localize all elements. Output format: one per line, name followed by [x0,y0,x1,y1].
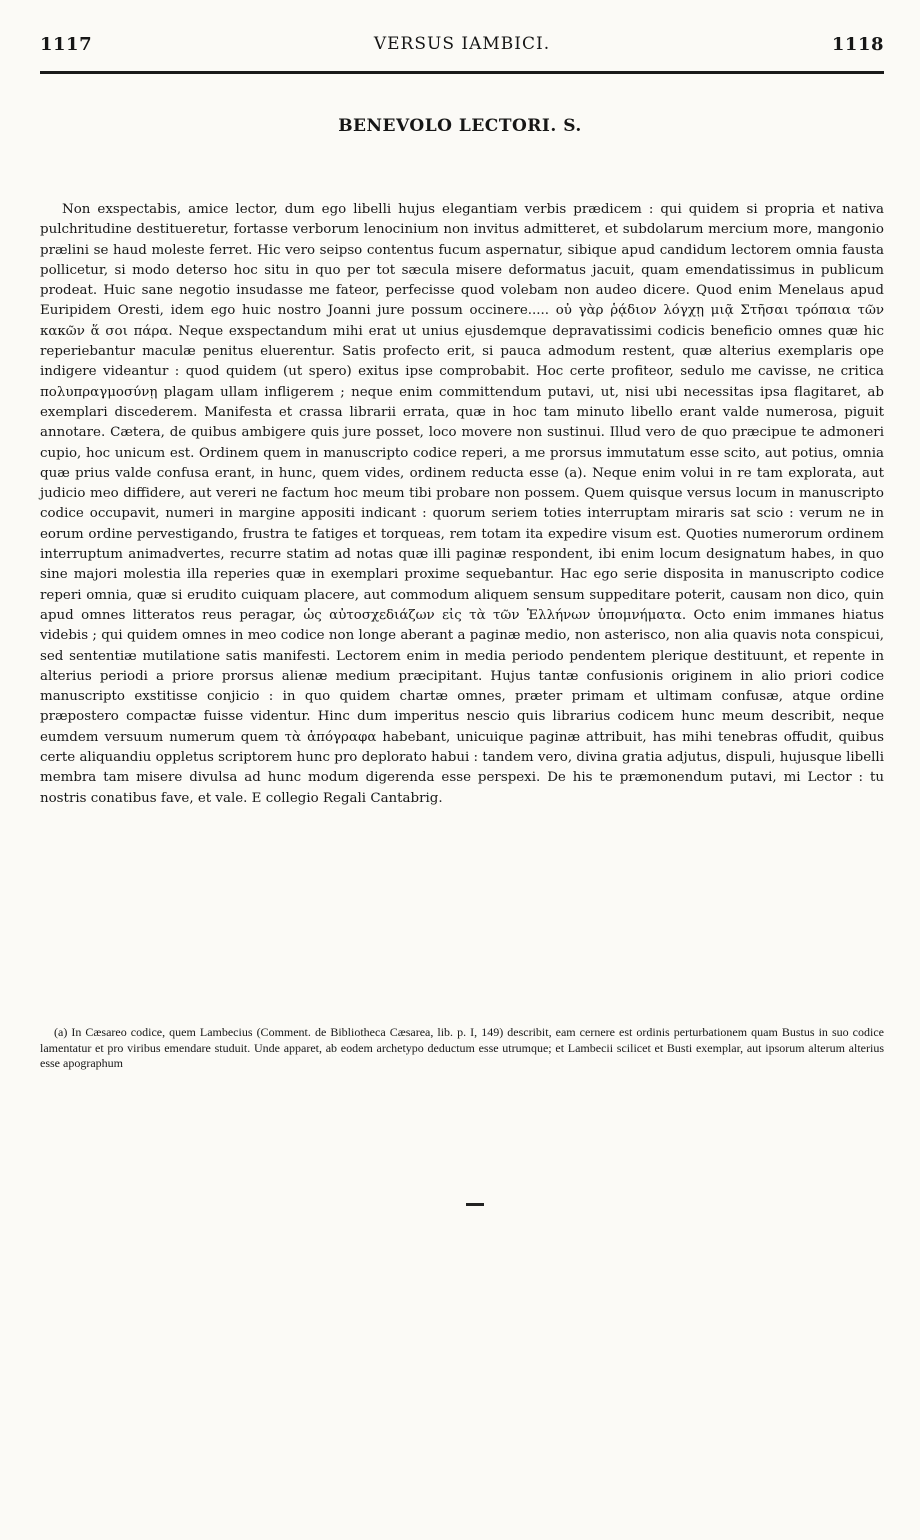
right-column-number: 1118 [831,34,884,55]
running-header [40,34,884,58]
end-rule [466,1203,484,1206]
preface-body [40,200,884,809]
preface-paragraph: Non exspectabis, amice lector, dum ego libelli hujus elegantiam verbis prædicem : qui quidem si propria et nativa pulchritudine destitueretur, fortasse verborum lenocinium non invitus admitteret, et subdolarum mercium more, mangonio prælini se haud moleste ferret. Hic vero seipso contentus fucum aspernatur, sibique apud candidum lectorem omnia fausta pollicetur, si modo deterso hoc situ in quo per tot sæcula misere deformatus jacuit, quam emendatissimus in publicum prodeat. Huic sane negotio insudasse me fateor, perfecisse quod volebam non audeo dicere. Quod enim Menelaus apud Euripidem Oresti, idem ego huic nostro Joanni jure possum occinere..... οὐ γὰρ ῥᾴδιον λόγχῃ μιᾷ Στῆσαι τρόπαια τῶν κακῶν ἅ σοι πάρα. Neque exspectandum mihi erat ut unius ejusdemque depravatissimi codicis beneficio omnes quæ hic reperiebantur maculæ penitus eluerentur. Satis profecto erit, si pauca admodum restent, quæ alterius exemplaris ope indigere videantur : quod quidem (ut spero) exitus ipse comprobabit. Hoc certe profiteor, sedulo me cavisse, ne critica πολυπραγμοσύνῃ plagam ullam infligerem ; neque enim committendum putavi, ut, nisi ubi necessitas ipsa flagitaret, ab exemplari discederem. Manifesta et crassa librarii errata, quæ in hoc tam minuto libello erant valde numerosa, piguit annotare. Cætera, de quibus ambigere quis jure posset, loco movere non sustinui. Illud vero de quo præcipue te admoneri cupio, hoc unicum est. Ordinem quem in manuscripto codice reperi, a me prorsus immutatum esse scito, aut potius, omnia quæ prius valde confusa erant, in hunc, quem vides, ordinem reducta esse (a). Neque enim volui in re tam explorata, aut judicio meo diffidere, aut vereri ne factum hoc meum tibi probare non possem. Quem quisque versus locum in manuscripto codice occupavit, numeri in margine appositi indicant : quorum seriem toties interruptam miraris sat scio : verum ne in eorum ordine pervestigando, frustra te fatiges et torqueas, rem totam ita expedire visum est. Quoties numerorum ordinem interruptum animadvertes, recurre statim ad notas quæ illi paginæ respondent, ibi enim locum designatum habes, in quo sine majori molestia illa reperies quæ in exemplari proxime sequebantur. Hac ego serie disposita in manuscripto codice reperi omnia, quæ si erudito cuiquam placere, aut commodum aliquem sensum suppeditare poterit, causam non dico, quin apud omnes litteratos reus peragar, ὡς αὐτοσχεδιάζων εἰς τὰ τῶν Ἑλλήνων ὑπομνήματα. Octo enim immanes hiatus videbis ; qui quidem omnes in meo codice non longe aberant a paginæ medio, non asterisco, non alia quavis nota conspicui, sed sententiæ mutilatione satis manifesti. Lectorem enim in media periodo pendentem plerique destituunt, et repente in alterius periodi a priore prorsus alienæ medium præcipitant. Hujus tantæ confusionis originem in alio priori codice manuscripto exstitisse conjicio : in quo quidem chartæ omnes, præter primam et ultimam confusæ, atque ordine præpostero compactæ fuisse videntur. Hinc dum imperitus nescio quis librarius codicem hunc meum describit, neque eumdem versuum numerum quem τὰ ἀπόγραφα habebant, unicuique paginæ attribuit, has mihi tenebras offudit, quibus certe aliquandiu oppletus scriptorem hunc pro deplorato habui : tandem vero, divina gratia adjutus, dispuli, hujusque libelli membra tam misere divulsa ad hunc modum digerenda esse perspexi. De his te præmonendum putavi, mi Lector : tu nostris conatibus fave, et vale. E collegio Regali Cantabrig. [40,202,884,806]
footnote-text: (a) In Cæsareo codice, quem Lambecius (Comment. de Bibliotheca Cæsarea, lib. p. I, 149) describit, eam cernere est ordinis perturbationem quam Bustus in suo codice lamentatur et pro viribus emendare studuit. Unde apparet, ab eodem archetypo deductum esse utrumque; et Lambecii scilicet et Busti exemplar, aut ipsorum alterum alterius esse apographum [40,1025,884,1070]
running-title: VERSUS IAMBICI. [373,34,551,54]
header-rule [40,71,884,74]
left-column-number: 1117 [40,34,93,55]
section-title: BENEVOLO LECTORI. S. [338,116,582,136]
footnote [40,1025,884,1072]
